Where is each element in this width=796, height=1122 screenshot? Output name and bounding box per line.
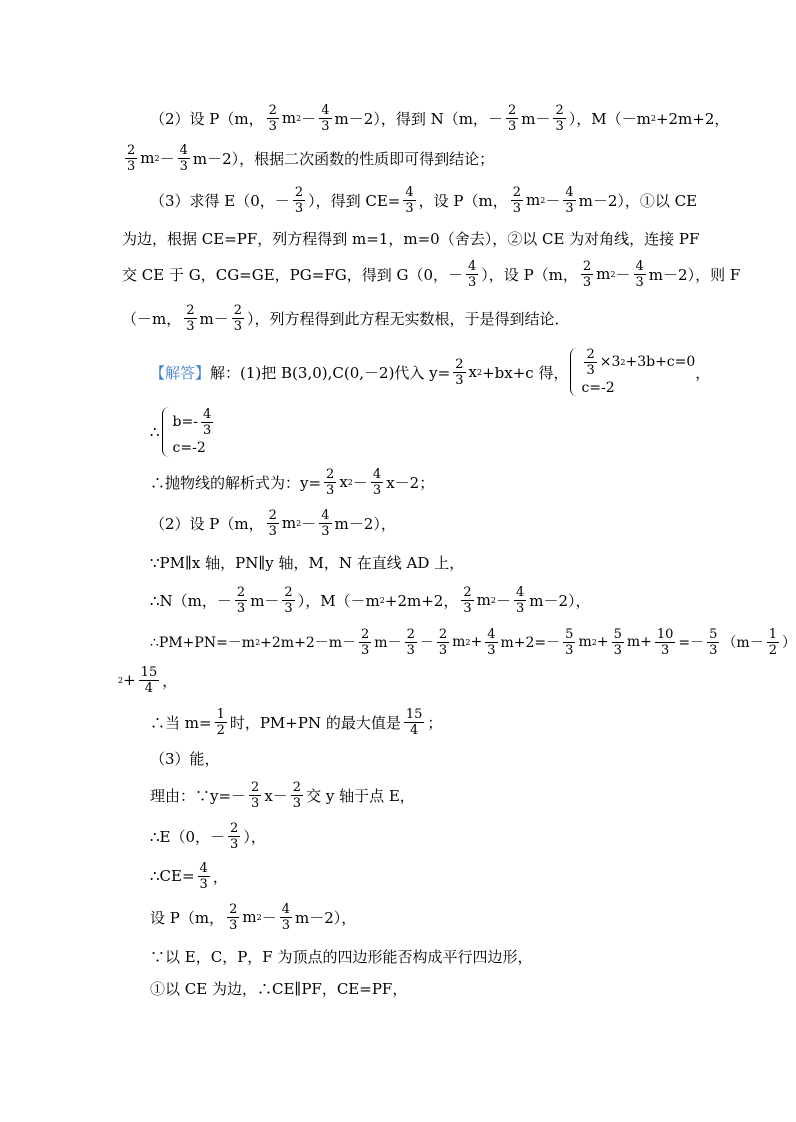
fraction: $\frac{4}{3}$ xyxy=(565,184,574,216)
text: 时，PM+PN 的最大值是 xyxy=(229,713,401,732)
text: m xyxy=(476,591,491,609)
fraction: $\frac{15}{4}$ xyxy=(140,664,158,696)
fraction: $\frac{4}{3}$ xyxy=(321,507,330,539)
fraction: $\frac{2}{3}$ xyxy=(294,184,304,216)
text: ），M（－m xyxy=(297,591,380,610)
fraction: $\frac{2}{3}$ xyxy=(512,184,522,216)
text: ）， xyxy=(243,827,266,846)
fraction: $\frac{5}{3}$ xyxy=(565,626,574,658)
fraction: $\frac{2}{3}$ xyxy=(406,626,415,658)
solution-line-5 xyxy=(150,542,693,582)
text: x xyxy=(468,363,477,381)
text: （2）设 P（m， xyxy=(150,514,264,533)
text: ∴当 m= xyxy=(150,713,212,732)
text: +2m+2－m－ xyxy=(260,635,356,651)
solution-line-9 xyxy=(150,738,693,778)
text: （3）能， xyxy=(150,749,220,768)
text: － xyxy=(261,908,277,927)
text: m－ xyxy=(250,591,280,610)
fraction: $\frac{4}{3}$ xyxy=(179,142,188,174)
text: ∴PM+PN=－m xyxy=(150,635,256,651)
solution-line-4: （2）设 P（m， $\frac{2}{3}$ m 2 － $\frac{4}{3}$ m－2）， xyxy=(150,507,396,539)
solution-line-6: ∴N（m，－ $\frac{2}{3}$ m－ $\frac{2}{3}$ ），M（－m 2 +2m+2， $\frac{2}{3}$ m 2 － $\frac{4}{3}$ m－2）， xyxy=(150,584,591,616)
text: 解：(1)把 B(3,0),C(0,－2)代入 y= xyxy=(210,363,451,382)
text: m xyxy=(281,514,297,532)
text: ∴抛物线的解析式为：y= xyxy=(150,473,322,492)
fraction: $\frac{2}{3}$ xyxy=(555,102,564,134)
text: ∴N（m，－ xyxy=(150,591,232,610)
fraction: $\frac{4}{3}$ xyxy=(515,584,525,616)
text: m xyxy=(596,265,611,283)
text: ），M（－m xyxy=(568,109,651,128)
fraction: $\frac{4}{3}$ xyxy=(202,406,212,438)
text: m xyxy=(578,634,592,650)
solution-line-2 xyxy=(150,408,693,456)
solution-line-7: ∴PM+PN=－m 2 +2m+2－m－ $\frac{2}{3}$ m－ $\frac{2}{3}$ － $\frac{2}{3}$ m 2 + $\frac{4}{3}$ m+2=－ $\frac{5}{3}$ m 2 + $\frac{5}{3}$ m+ $\frac{10}{3}$ =－ $\frac{5}{3}$ （m－ $\frac{1}{2}$ ） xyxy=(150,626,796,658)
fraction: $\frac{2}{3}$ xyxy=(326,466,335,498)
fraction: $\frac{2}{3}$ xyxy=(455,356,464,388)
solution-line-11 xyxy=(150,816,693,856)
fraction: $\frac{2}{3}$ xyxy=(438,626,448,658)
fraction: $\frac{1}{2}$ xyxy=(216,706,225,738)
fraction: $\frac{2}{3}$ xyxy=(586,346,595,378)
solution-line-1: 【解答】 解：(1)把 B(3,0),C(0,－2)代入 y= $\frac{2}{3}$ x 2 +bx+c 得， $\frac{2}{3}$ ×3 2 +3b+c=0 c=-2 ， xyxy=(150,346,711,396)
text: ， xyxy=(695,363,711,382)
text: － xyxy=(352,473,368,492)
solution-line-3: ∴抛物线的解析式为：y= $\frac{2}{3}$ x 2 － $\frac{4}{3}$ x－2； xyxy=(150,466,435,498)
text: 为边，根据 CE=PF，列方程得到 m=1，m=0（舍去），②以 CE 为对角线，连接 PF xyxy=(122,229,700,248)
text: ），列方程得到此方程无实数根，于是得到结论． xyxy=(247,309,570,328)
text: 理由：∵y=－ xyxy=(150,786,247,805)
fraction: $\frac{4}{3}$ xyxy=(487,626,496,658)
text: m－ xyxy=(374,635,402,651)
text: ），得到 CE= xyxy=(308,191,401,210)
text: ①以 CE 为边，∴CE∥PF，CE=PF， xyxy=(150,979,408,998)
text: － xyxy=(545,191,561,210)
text: m－2），得到 N（m，－ xyxy=(334,109,503,128)
text: － xyxy=(495,591,511,610)
analysis-line-3c: 交 CE 于 G，CG=GE，PG=FG，得到 G（0，－ $\frac{4}{3}$ ），设 P（m， $\frac{2}{3}$ m 2 － $\frac{4}{3}$ m－2），则 F xyxy=(122,258,741,290)
fraction: $\frac{2}{3}$ xyxy=(236,584,246,616)
text: （－m， xyxy=(122,309,182,328)
text: m+2=－ xyxy=(500,635,561,651)
text: － xyxy=(301,514,317,533)
text: （2）设 P（m， xyxy=(150,109,264,128)
fraction: $\frac{2}{3}$ xyxy=(268,507,277,539)
solution-line-15 xyxy=(150,968,693,1008)
text: m－2），根据二次函数的性质即可得到结论； xyxy=(192,149,495,168)
equation-system: b=- $\frac{4}{3}$ c=-2 xyxy=(162,407,217,458)
text: +2m+2， xyxy=(655,109,730,128)
fraction: $\frac{15}{4}$ xyxy=(405,706,423,738)
fraction: $\frac{2}{3}$ xyxy=(268,102,277,134)
text: ， xyxy=(162,671,178,690)
solution-line-7b: 2 + $\frac{15}{4}$ ， xyxy=(118,664,178,696)
fraction: $\frac{2}{3}$ xyxy=(127,142,136,174)
text: － xyxy=(615,265,631,284)
text: x－ xyxy=(264,786,288,805)
text: m xyxy=(242,908,257,926)
text: ； xyxy=(427,713,443,732)
text: m+ xyxy=(626,634,652,650)
text: 交 y 轴于点 E， xyxy=(306,786,415,805)
text: m－2），①以 CE xyxy=(578,191,698,210)
text: － xyxy=(159,149,175,168)
fraction: $\frac{4}{3}$ xyxy=(321,102,330,134)
text: m xyxy=(526,191,541,209)
text: ） xyxy=(781,635,796,651)
fraction: $\frac{5}{3}$ xyxy=(709,626,718,658)
text: +bx+c 得， xyxy=(482,363,569,382)
answer-tag: 【解答】 xyxy=(150,363,211,382)
solution-line-8 xyxy=(150,702,693,742)
text: － xyxy=(301,109,317,128)
fraction: $\frac{4}{3}$ xyxy=(635,258,644,290)
text: + xyxy=(596,634,609,650)
fraction: $\frac{4}{3}$ xyxy=(405,184,414,216)
text: （m－ xyxy=(722,635,764,651)
fraction: $\frac{2}{3}$ xyxy=(251,779,260,811)
text: （3）求得 E（0，－ xyxy=(150,191,290,210)
text: x－2； xyxy=(386,473,435,492)
text: + xyxy=(123,671,136,689)
fraction: $\frac{2}{3}$ xyxy=(284,584,293,616)
analysis-line-3d xyxy=(122,298,693,338)
text: ， xyxy=(212,867,228,886)
text: 交 CE 于 G，CG=GE，PG=FG，得到 G（0，－ xyxy=(122,265,464,284)
equation-system: $\frac{2}{3}$ ×3 2 +3b+c=0 c=-2 xyxy=(570,347,695,398)
fraction: $\frac{2}{3}$ xyxy=(507,102,517,134)
fraction: $\frac{1}{2}$ xyxy=(768,626,777,658)
text: 设 P（m， xyxy=(150,908,225,927)
fraction: $\frac{4}{3}$ xyxy=(468,258,477,290)
fraction: $\frac{2}{3}$ xyxy=(233,302,243,334)
solution-line-10 xyxy=(150,775,693,815)
analysis-line-3: （3）求得 E（0，－ $\frac{2}{3}$ ），得到 CE= $\frac{4}{3}$ ，设 P（m， $\frac{2}{3}$ m 2 － $\frac{4}{3}$ m－2），①以 CE xyxy=(150,184,698,216)
text: ∴ xyxy=(150,423,160,441)
text: m xyxy=(281,109,297,127)
fraction: $\frac{4}{3}$ xyxy=(281,901,290,933)
text: m－ xyxy=(199,309,229,328)
text: m－2）， xyxy=(334,514,396,533)
fraction: $\frac{4}{3}$ xyxy=(372,466,382,498)
solution-line-13: 设 P（m， $\frac{2}{3}$ m 2 － $\frac{4}{3}$ m－2）， xyxy=(150,901,357,933)
fraction: $\frac{2}{3}$ xyxy=(361,626,370,658)
text: m xyxy=(140,149,155,167)
text: m－ xyxy=(521,109,551,128)
text: ∵PM∥x 轴，PN∥y 轴，M，N 在直线 AD 上， xyxy=(150,553,465,572)
fraction: $\frac{2}{3}$ xyxy=(463,584,472,616)
analysis-line-3b xyxy=(122,218,700,258)
fraction: $\frac{2}{3}$ xyxy=(186,302,195,334)
fraction: $\frac{5}{3}$ xyxy=(613,626,622,658)
fraction: $\frac{2}{3}$ xyxy=(292,779,302,811)
text: m xyxy=(452,634,466,650)
text: － xyxy=(419,635,434,651)
text: ∵以 E，C，P，F 为顶点的四边形能否构成平行四边形， xyxy=(150,947,533,966)
fraction: $\frac{2}{3}$ xyxy=(229,901,238,933)
text: x xyxy=(339,473,348,491)
fraction: $\frac{4}{3}$ xyxy=(199,860,208,892)
text: ∴E（0，－ xyxy=(150,827,226,846)
text: +2m+2， xyxy=(384,591,459,610)
text: ），设 P（m， xyxy=(481,265,578,284)
fraction: $\frac{2}{3}$ xyxy=(582,258,592,290)
analysis-line-2: （2）设 P（m， $\frac{2}{3}$ m 2 － $\frac{4}{3}$ m－2），得到 N（m，－ $\frac{2}{3}$ m－ $\frac{2}{3}$ ），M（－m 2 +2m+2， xyxy=(150,102,730,134)
fraction: $\frac{10}{3}$ xyxy=(656,626,674,658)
solution-line-12 xyxy=(150,856,693,896)
text: + xyxy=(470,634,483,650)
fraction: $\frac{2}{3}$ xyxy=(230,820,239,852)
text: ，设 P（m， xyxy=(418,191,508,210)
text: m－2）， xyxy=(529,591,591,610)
analysis-line-2b: $\frac{2}{3}$ m 2 － $\frac{4}{3}$ m－2），根据二次函数的性质即可得到结论； xyxy=(127,142,495,174)
text: m－2）， xyxy=(295,908,357,927)
text: =－ xyxy=(678,635,705,651)
text: ∴CE= xyxy=(150,867,195,885)
text: m－2），则 F xyxy=(648,265,741,284)
